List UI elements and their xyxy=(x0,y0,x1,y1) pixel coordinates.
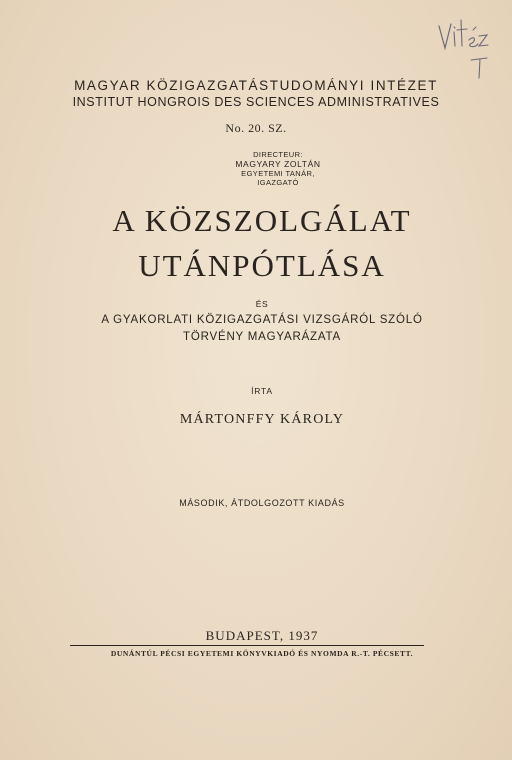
author-name: MÁRTONFFY KÁROLY xyxy=(179,412,345,427)
printer-line: DUNÁNTÚL PÉCSI EGYETEMI KÖNYVKIADÓ ÉS NYOMDA R.-T. PÉCSETT. xyxy=(110,649,414,658)
institute-name-hungarian: MAGYAR KÖZIGAZGATÁSTUDOMÁNYI INTÉZET xyxy=(74,78,438,93)
title-line-2: UTÁNPÓTLÁSA xyxy=(138,248,386,283)
director-label: DIRECTEUR: xyxy=(253,150,303,159)
conjunction: ÉS xyxy=(255,299,269,309)
series-number: No. 20. SZ. xyxy=(225,121,287,135)
director-name: MAGYARY ZOLTÁN xyxy=(235,159,321,169)
place-and-year: BUDAPEST, 1937 xyxy=(205,628,319,643)
title-line-1: A KÖZSZOLGÁLAT xyxy=(112,203,412,238)
director-title-director: IGAZGATÓ xyxy=(257,178,299,187)
subtitle-line-1: A GYAKORLATI KÖZIGAZGATÁSI VIZSGÁRÓL SZÓLÓ xyxy=(101,314,423,326)
institute-name-french: INSTITUT HONGROIS DES SCIENCES ADMINISTRATIVES xyxy=(72,95,440,109)
subtitle-line-2: TÖRVÉNY MAGYARÁZATA xyxy=(183,331,341,343)
edition-statement: MÁSODIK, ÁTDOLGOZOTT KIADÁS xyxy=(179,498,345,508)
by-label: ÍRTA xyxy=(251,386,273,396)
director-title-professor: EGYETEMI TANÁR, xyxy=(241,169,315,178)
handwritten-annotation xyxy=(435,12,495,82)
imprint-divider xyxy=(70,645,424,646)
